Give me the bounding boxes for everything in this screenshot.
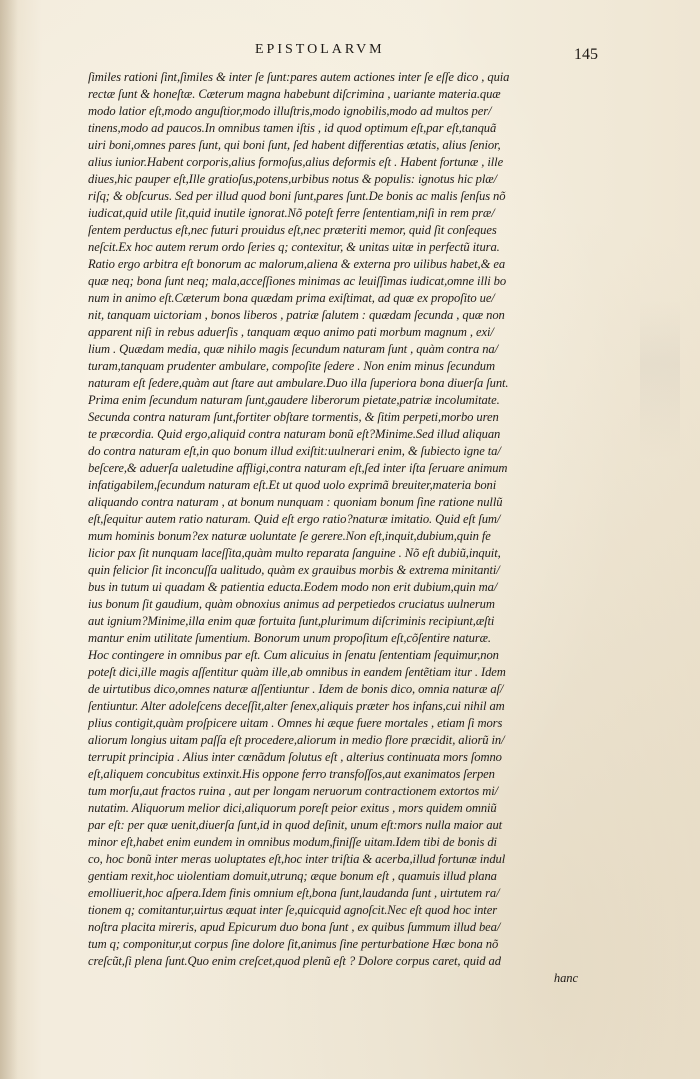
text-line: poteſt dici,ille magis aſſentitur quàm ille,ab omnibus in eandem ſentẽtiam itur . Idem	[88, 665, 506, 679]
text-line: naturam eſt ſedere,quàm aut ſtare aut ambulare.Duo illa ſuperiora bona diuerſa ſunt.	[88, 376, 509, 390]
text-line: ſentiuntur. Alter adoleſcens deceſſit,alter ſenex,aliquis præter hos infans,cui nihil am	[88, 699, 505, 713]
text-line: turam,tanquam prudenter ambulare, compoſite ſedere . Non enim minus ſecundum	[88, 359, 496, 373]
text-line: iudicat,quid utile ſit,quid inutile ignorat.Nõ poteſt ferre ſententiam,niſi in rem præ/	[88, 206, 495, 220]
text-line: par eſt: per quæ uenit,diuerſa ſunt,id in quod deſinit, unum eſt:mors nulla maior aut	[88, 818, 503, 832]
text-block	[88, 69, 582, 987]
text-line: licior pax ſit nunquam laceſſita,quàm multo reparata ſanguine . Nõ eſt dubiũ,inquit,	[88, 546, 501, 560]
text-line: rectæ ſunt & honeſtæ. Cæterum magna habebunt diſcrimina , uariante materia.quæ	[88, 87, 501, 101]
catchword: hanc	[553, 971, 578, 985]
text-line: tinens,modo ad paucos.In omnibus tamen iſtis , id quod optimum eſt,par eſt,tanquã	[88, 121, 497, 135]
text-line: mantur enim utilitate ſumentium. Bonorum unum propoſitum eſt,cõſentire naturæ.	[88, 631, 491, 645]
text-line: eſt,aliquem concubitus extinxit.His oppone ferro transfoſſos,aut exanimatos ſerpen	[88, 767, 495, 781]
text-line: uiri boni,omnes pares ſunt, qui boni ſunt, ſed habent differentias ætatis, alius ſenior,	[88, 138, 501, 152]
text-line: plius contigit,quàm proſpicere uitam . Omnes hi æque fuere mortales , etiam ſi mors	[88, 716, 503, 730]
text-line: modo latior eſt,modo anguſtior,modo illuſtris,modo ignobilis,modo ad multos per/	[88, 104, 492, 118]
text-line: mum hominis bonum?ex naturæ uoluntate ſe gerere.Non eſt,inquit,dubium,quin fe	[88, 529, 491, 543]
text-line: aliquando contra naturam , at bonum nunquam : quoniam bonum ſine ratione nullũ	[88, 495, 503, 509]
text-line: Prima enim ſecundum naturam ſunt,gaudere liberorum pietate,patriæ incolumitate.	[88, 393, 500, 407]
text-line: Ratio ergo arbitra eſt bonorum ac malorum,aliena & externa pro uilibus habet,& ea	[88, 257, 506, 271]
text-line: gentiam rexit,hoc uiolentiam domuit,utrunq; æque bonum eſt , quamuis illud plana	[88, 869, 497, 883]
text-line: ſimiles rationi ſint,ſimiles & inter ſe ſunt:pares autem actiones inter ſe eſſe dico , quia	[88, 70, 510, 84]
text-line: nit, tanquam uictoriam , bonos liberos , patriæ ſalutem : quædam ſecunda , quæ non	[88, 308, 505, 322]
text-line: tionem q; comitantur,uirtus æquat inter ſe,quicquid agnoſcit.Nec eſt quod hoc inter	[88, 903, 497, 917]
text-line: noſtra placita mireris, apud Epicurum duo bona ſunt , ex quibus ſummum illud bea/	[88, 920, 501, 934]
text-line: apparent niſi in rebus aduerſis , tanquam æquo animo pati morbum magnum , exi/	[88, 325, 494, 339]
text-line: lium . Quædam media, quæ nihilo magis ſecundum naturam ſunt , quàm contra na/	[88, 342, 498, 356]
text-line: de uirtutibus dico,omnes naturæ aſſentiuntur . Idem de bonis dico, omnia naturæ aſ/	[88, 682, 504, 696]
text-line: nutatim. Aliquorum melior dici,aliquorum poreſt peior exitus , mors quidem omniũ	[88, 801, 497, 815]
text-line: do contra naturam eſt,in quo bonum illud exiſtit:uulnerari enim, & ſubiecto igne ta/	[88, 444, 501, 458]
text-line: diues,hic pauper eſt,Ille gratioſus,potens,urbibus notus & populis: ignotus hic plæ/	[88, 172, 497, 186]
text-line: te præcordia. Quid ergo,aliquid contra naturam bonũ eſt?Minime.Sed illud aliquan	[88, 427, 501, 441]
text-line: eſt,ſequitur autem ratio naturam. Quid eſt ergo ratio?naturæ imitatio. Quid eſt ſum/	[88, 512, 501, 526]
text-line: aliorum longius uitam paſſa eſt procedere,aliorum in medio flore præcidit, aliorũ in/	[88, 733, 505, 747]
text-line: ius bonum ſit gaudium, quàm obnoxius animus ad perpetiedos cruciatus uulnerum	[88, 597, 495, 611]
text-line: alius iunior.Habent corporis,alius formoſus,alius deformis eſt . Habent fortunæ , ille	[88, 155, 504, 169]
text-line: minor eſt,habet enim eundem in omnibus modum,finiſſe uitam.Idem tibi de bonis di	[88, 835, 497, 849]
text-line: neſcit.Ex hoc autem rerum ordo ſeries q; contexitur, & unitas uitæ in perfectũ itura.	[88, 240, 500, 254]
text-line: Hoc contingere in omnibus par eſt. Cum alicuius in ſenatu ſententiam ſequimur,non	[88, 648, 499, 662]
text-line: quæ neq; bona ſunt neq; mala,acceſſiones minimas ac leuiſſimas iudicat,omne illi bo	[88, 274, 507, 288]
show-through-stain	[640, 300, 680, 460]
page-number: 145	[574, 46, 598, 63]
text-line: beſcere,& aduerſa ualetudine affligi,contra naturam eſt,ſed inter iſta ſeruare animum	[88, 461, 508, 475]
gutter-shadow	[0, 0, 18, 1079]
text-line: tum morſu,aut fractos ruina , aut per longam neruorum contractionem extortos mi/	[88, 784, 499, 798]
text-line: terrupit principia . Alius inter cœnãdum ſolutus eſt , alterius continuata mors ſomno	[88, 750, 502, 764]
text-line: co, hoc bonũ inter meras uoluptates eſt,hoc inter triſtia & acerba,illud fortunæ indul	[88, 852, 506, 866]
text-line: num in animo eſt.Cæterum bona quædam prima exiſtimat, ad quæ ex propoſito ue/	[88, 291, 495, 305]
text-line: riſq; & obſcurus. Sed per illud quod boni ſunt,pares ſunt.De bonis ac malis ſenſus nõ	[88, 189, 506, 203]
text-line: ſentem perductus eſt,nec futuri prouidus eſt,nec præteriti memor, quid ſit conſeques	[88, 223, 497, 237]
text-line: emolliuerit,hoc aſpera.Idem finis omnium eſt,bona ſunt,laudanda ſunt , uirtutem ra/	[88, 886, 500, 900]
running-head: EPISTOLARVM	[255, 42, 385, 57]
text-line: bus in tutum ui quadam & patientia educta.Eodem modo non erit dubium,quin ma/	[88, 580, 498, 594]
text-line: quin felicior ſit inconcuſſa ualitudo, quàm ex grauibus morbis & extrema minitanti/	[88, 563, 500, 577]
text-line: tum q; componitur,ut corpus ſine dolore ſit,animus ſine perturbatione Hæc bona nõ	[88, 937, 499, 951]
text-line: Secunda contra naturam ſunt,fortiter obſtare tormentis, & ſitim perpeti,morbo uren	[88, 410, 499, 424]
text-line: aut ignium?Minime,illa enim quæ fortuita ſunt,plurimum diſcriminis recipiunt,æſti	[88, 614, 495, 628]
text-line: infatigabilem,ſecundum naturam eſt.Et ut quod uolo exprimã breuiter,materia boni	[88, 478, 497, 492]
text-line: creſcũt,ſi plena ſunt.Quo enim creſcet,quod plenũ eſt ? Dolore corpus caret, quid ad	[88, 954, 501, 968]
